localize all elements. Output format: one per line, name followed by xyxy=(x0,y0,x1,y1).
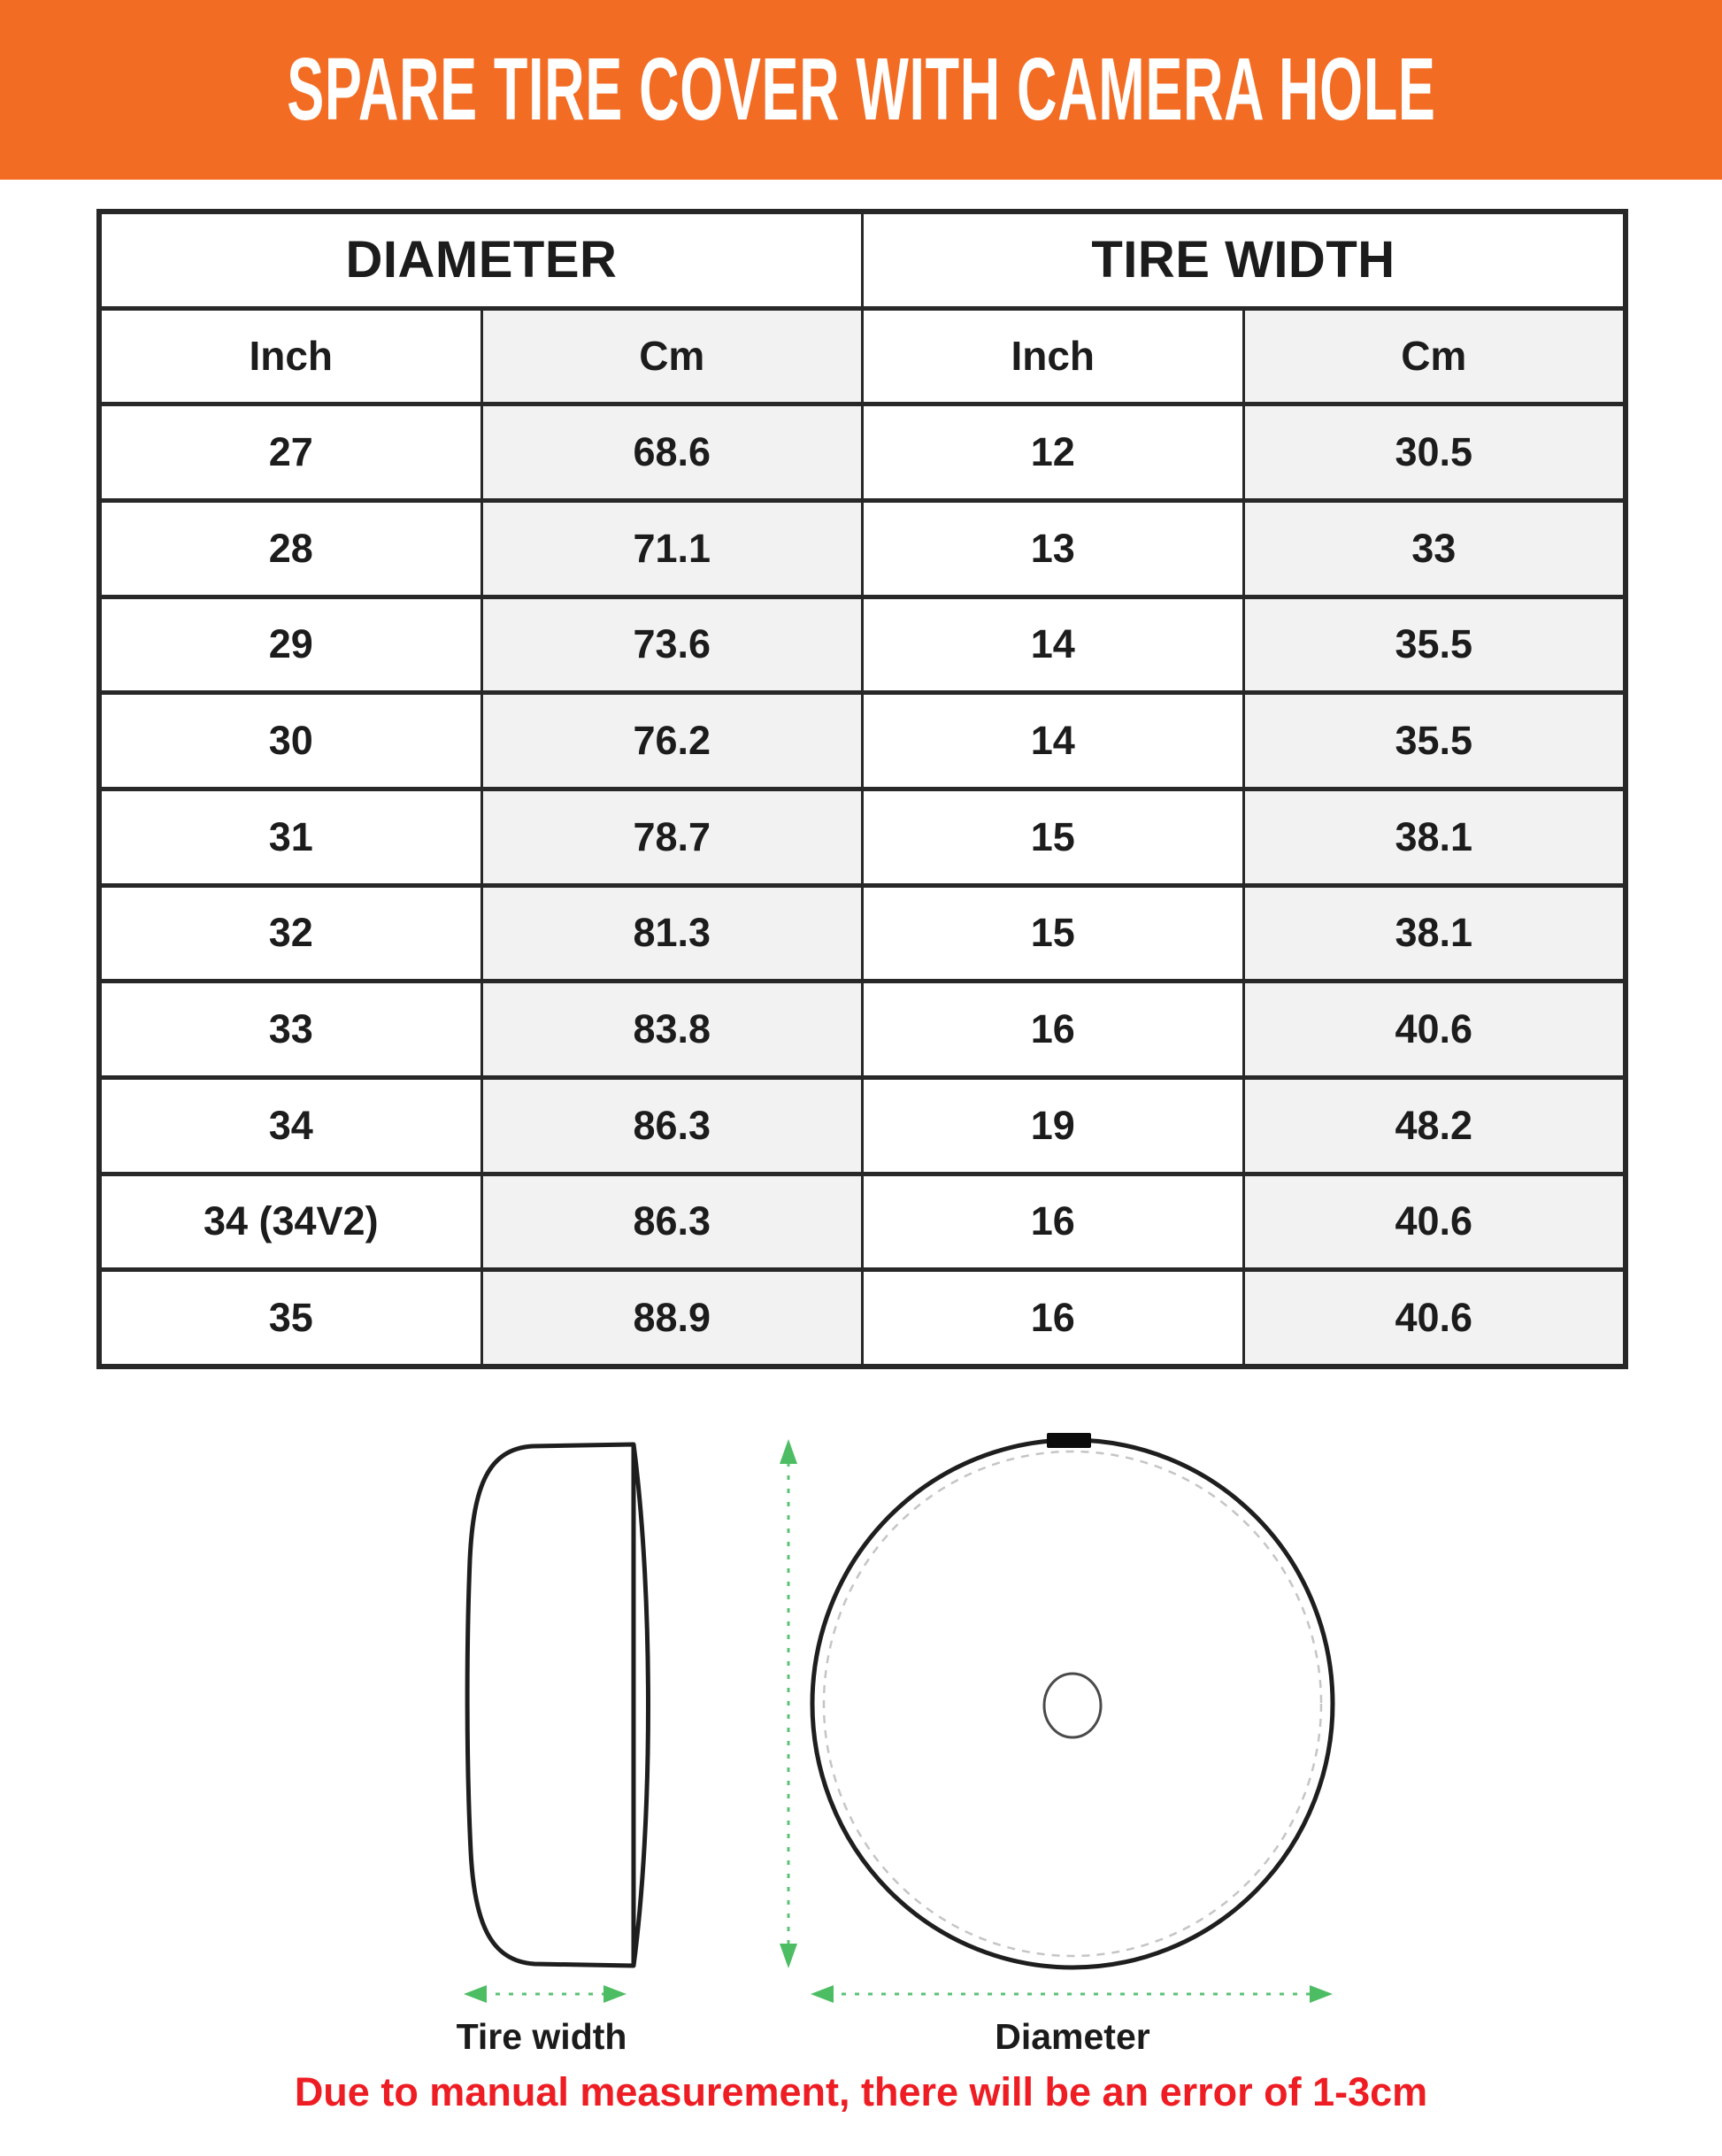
table-cell: 27 xyxy=(102,406,480,498)
tire-side-view-drawing xyxy=(467,1444,648,1966)
table-cell: 19 xyxy=(864,1080,1242,1172)
column-header: Cm xyxy=(483,311,862,403)
diameter-label: Diameter xyxy=(995,2016,1150,2057)
table-cell: 71.1 xyxy=(483,503,862,595)
table-cell: 30.5 xyxy=(1245,406,1624,498)
table-cell: 35.5 xyxy=(1245,599,1624,691)
table-cell: 48.2 xyxy=(1245,1080,1624,1172)
diameter-arrow xyxy=(811,1985,1333,2003)
measurement-error-note: Due to manual measurement, there will be an error of 1-3cm xyxy=(294,2069,1428,2114)
vertical-measure-arrow xyxy=(780,1439,797,1968)
title-banner xyxy=(0,0,1722,180)
table-cell: 76.2 xyxy=(483,695,862,787)
table-cell: 28 xyxy=(102,503,480,595)
table-cell: 33 xyxy=(1245,503,1624,595)
table-cell: 15 xyxy=(864,888,1242,980)
table-cell: 40.6 xyxy=(1245,1176,1624,1268)
table-cell: 34 xyxy=(102,1080,480,1172)
column-header: Inch xyxy=(864,311,1242,403)
table-cell: 40.6 xyxy=(1245,1272,1624,1364)
column-header: Cm xyxy=(1245,311,1624,403)
table-cell: 86.3 xyxy=(483,1176,862,1268)
table-cell: 12 xyxy=(864,406,1242,498)
table-cell: 13 xyxy=(864,503,1242,595)
table-cell: 40.6 xyxy=(1245,983,1624,1075)
table-cell: 38.1 xyxy=(1245,791,1624,883)
table-cell: 88.9 xyxy=(483,1272,862,1364)
table-cell: 14 xyxy=(864,695,1242,787)
table-cell: 83.8 xyxy=(483,983,862,1075)
table-cell: 16 xyxy=(864,983,1242,1075)
table-cell: 16 xyxy=(864,1272,1242,1364)
table-cell: 32 xyxy=(102,888,480,980)
tire-width-label: Tire width xyxy=(456,2016,627,2057)
table-cell: 35 xyxy=(102,1272,480,1364)
tire-width-arrow xyxy=(464,1985,627,2003)
table-cell: 81.3 xyxy=(483,888,862,980)
tire-diagram xyxy=(0,1381,1722,2071)
table-cell: 30 xyxy=(102,695,480,787)
table-cell: 33 xyxy=(102,983,480,1075)
center-hole xyxy=(1044,1674,1101,1737)
table-cell: 38.1 xyxy=(1245,888,1624,980)
size-table xyxy=(96,209,1628,1369)
group-header-diameter: DIAMETER xyxy=(102,214,861,306)
table-cell: 31 xyxy=(102,791,480,883)
column-header: Inch xyxy=(102,311,480,403)
table-cell: 86.3 xyxy=(483,1080,862,1172)
group-header-tire-width: TIRE WIDTH xyxy=(864,214,1623,306)
table-cell: 15 xyxy=(864,791,1242,883)
table-cell: 14 xyxy=(864,599,1242,691)
page-title: SPARE TIRE COVER WITH CAMERA HOLE xyxy=(286,40,1436,139)
table-cell: 29 xyxy=(102,599,480,691)
table-cell: 34 (34V2) xyxy=(102,1176,480,1268)
camera-hole-strip xyxy=(1047,1433,1091,1448)
table-cell: 16 xyxy=(864,1176,1242,1268)
table-cell: 73.6 xyxy=(483,599,862,691)
table-cell: 68.6 xyxy=(483,406,862,498)
tire-front-view-drawing xyxy=(812,1433,1333,1967)
table-cell: 35.5 xyxy=(1245,695,1624,787)
table-cell: 78.7 xyxy=(483,791,862,883)
